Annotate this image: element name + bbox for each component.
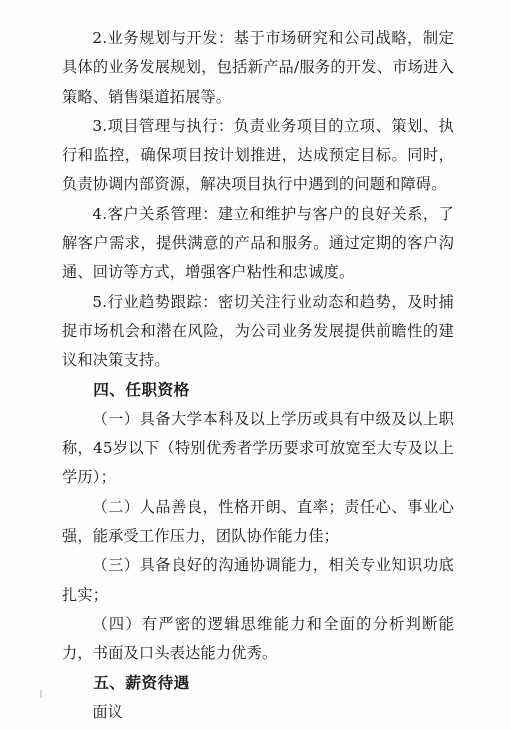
qualification-character: （二）人品善良，性格开朗、直率；责任心、事业心强，能承受工作压力，团队协作能力佳； — [62, 497, 454, 546]
scan-edge-mark — [40, 690, 42, 698]
section-heading-salary: 五、薪资待遇 — [93, 673, 190, 692]
duty-business-planning: 2.业务规划与开发：基于市场研究和公司战略，制定具体的业务发展规划，包括新产品/服务的开发、市场进入策略、销售渠道拓展等。 — [62, 29, 454, 106]
section-heading-qualifications: 四、任职资格 — [93, 380, 190, 399]
duty-customer-relations: 4.客户关系管理：建立和维护与客户的良好关系，了解客户需求，提供满意的产品和服务。通过定期的客户沟通、回访等方式，增强客户粘性和忠诚度。 — [62, 204, 454, 282]
qualification-education: （一）具备大学本科及以上学历或具有中级及以上职称，45岁以下（特别优秀者学历要求可放宽至大专及以上学历）； — [62, 409, 454, 487]
qualification-communication: （三）具备良好的沟通协调能力，相关专业知识功底扎实； — [62, 556, 454, 604]
duty-project-management: 3.项目管理与执行：负责业务项目的立项、策划、执行和监控，确保项目按计划推进，达成预定目标。同时，负责协调内部资源，解决项目执行中遇到的问题和障碍。 — [62, 116, 454, 194]
qualification-analysis: （四）有严密的逻辑思维能力和全面的分析判断能力，书面及口头表达能力优秀。 — [62, 614, 454, 663]
duty-industry-tracking: 5.行业趋势跟踪：密切关注行业动态和趋势，及时捕捉市场机会和潜在风险，为公司业务发展提供前瞻性的建议和决策支持。 — [62, 292, 454, 370]
document-body — [62, 24, 454, 727]
salary-negotiable: 面议 — [92, 702, 123, 721]
